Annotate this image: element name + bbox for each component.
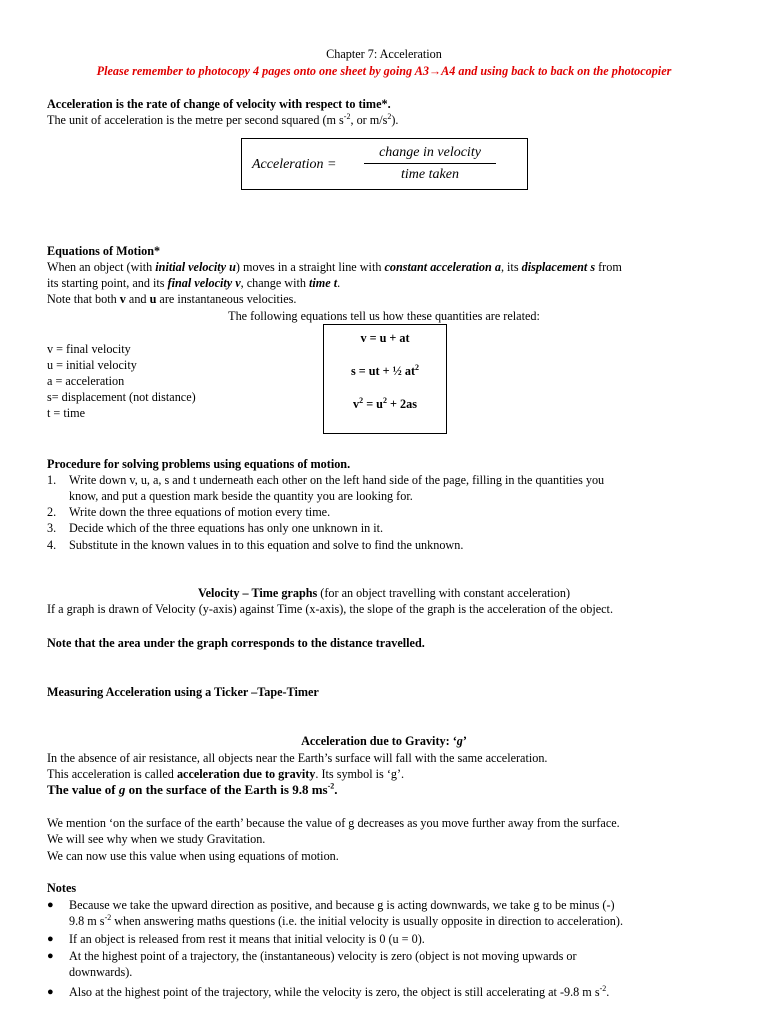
note-text-continued: downwards). [69,965,133,979]
gravity-mention-2: We will see why when we study Gravitation. [47,832,266,846]
gravity-line1: In the absence of air resistance, all objects near the Earth’s surface will fall with the same acceleration. [47,751,548,765]
step-number: 2. [47,505,57,519]
bullet-icon: ● [47,986,54,998]
step-text-continued: know, and put a question mark beside the quantity you are looking for. [69,489,413,503]
procedure-heading: Procedure for solving problems using equations of motion. [47,457,351,471]
notes-heading: Notes [47,881,77,895]
page-title: Chapter 7: Acceleration [326,47,442,61]
symbol-list [47,341,196,421]
note-text-continued: 9.8 m $s^{-2}$ when answering maths questions (i.e. the initial velocity is usually opposite in direction to acceleration). [69,912,623,928]
gravity-value: The value of g on the surface of the Earth is 9.8 $ms^{-2}$. [47,781,338,797]
step-number: 3. [47,521,57,535]
gravity-mention-3: We can now use this value when using equations of motion. [47,849,339,863]
step-number: 1. [47,473,57,487]
equations-note: Note that both v and u are instantaneous velocities. [47,292,297,306]
definition-heading: Acceleration is the rate of change of velocity with respect to time*. [47,97,391,111]
unit-text: The unit of acceleration is the metre per second squared (m $s^{-2}$, or $m/s^2$). [47,111,399,127]
equations-box [323,324,447,434]
equations-heading: Equations of Motion* [47,244,161,258]
symbol-item: v = final velocity [47,342,131,356]
ticker-tape-heading: Measuring Acceleration using a Ticker –Tape-Timer [47,685,319,699]
formula-numerator: change in velocity [364,145,496,164]
step-text: Substitute in the known values in to this equation and solve to find the unknown. [69,538,464,552]
gravity-heading: Acceleration due to Gravity: ‘g’ [301,734,467,748]
gravity-mention-1: We mention ‘on the surface of the earth’ because the value of g decreases as you move further away from the surface. [47,816,620,830]
photocopy-notice: Please remember to photocopy 4 pages onto one sheet by going A3→A4 and using back to back on the photocopier [96,64,672,78]
bullet-icon: ● [47,950,54,962]
formula-fraction [364,145,496,183]
acceleration-formula-box [241,138,528,190]
bullet-icon: ● [47,933,54,945]
note-text: If an object is released from rest it means that initial velocity is 0 (u = 0). [69,932,425,946]
equation-3: $v^2 = u^2 + 2as$ [353,395,417,411]
gravity-line2: This acceleration is called acceleration due to gravity. Its symbol is ‘g’. [47,767,405,781]
vt-graphs-heading: Velocity – Time graphs (for an object travelling with constant acceleration) [197,586,571,600]
equation-2: s = ut + ½ $at^2$ [351,362,419,378]
symbol-item: t = time [47,406,86,420]
step-text: Decide which of the three equations has only one unknown in it. [69,521,384,535]
vt-graphs-note: Note that the area under the graph corresponds to the distance travelled. [47,636,425,650]
note-text: Also at the highest point of the trajectory, while the velocity is zero, the object is still accelerating at -9.8 m $s^{-2}$. [69,983,610,999]
note-text: At the highest point of a trajectory, the (instantaneous) velocity is zero (object is not moving upwards or [69,949,577,963]
equation-1: v = u + at [360,331,410,345]
formula-lhs: Acceleration = [252,157,337,172]
equations-intro: The following equations tell us how these quantities are related: [228,309,540,323]
vt-graphs-text: If a graph is drawn of Velocity (y-axis) against Time (x-axis), the slope of the graph is the acceleration of the object. [47,602,613,616]
symbol-item: a = acceleration [47,374,125,388]
step-text: Write down the three equations of motion every time. [69,505,331,519]
bullet-icon: ● [47,899,54,911]
step-number: 4. [47,538,57,552]
formula-denominator: time taken [401,167,459,182]
equations-para-line2: its starting point, and its final velocity v, change with time t. [47,276,341,290]
equations-para-line1: When an object (with initial velocity u) moves in a straight line with constant acceleration a, its displacement s from [47,260,622,274]
symbol-item: s= displacement (not distance) [47,390,196,404]
note-text: Because we take the upward direction as positive, and because g is acting downwards, we take g to be minus (-) [69,898,615,912]
step-text: Write down v, u, a, s and t underneath each other on the left hand side of the page, filling in the quantities you [69,473,605,487]
symbol-item: u = initial velocity [47,358,137,372]
